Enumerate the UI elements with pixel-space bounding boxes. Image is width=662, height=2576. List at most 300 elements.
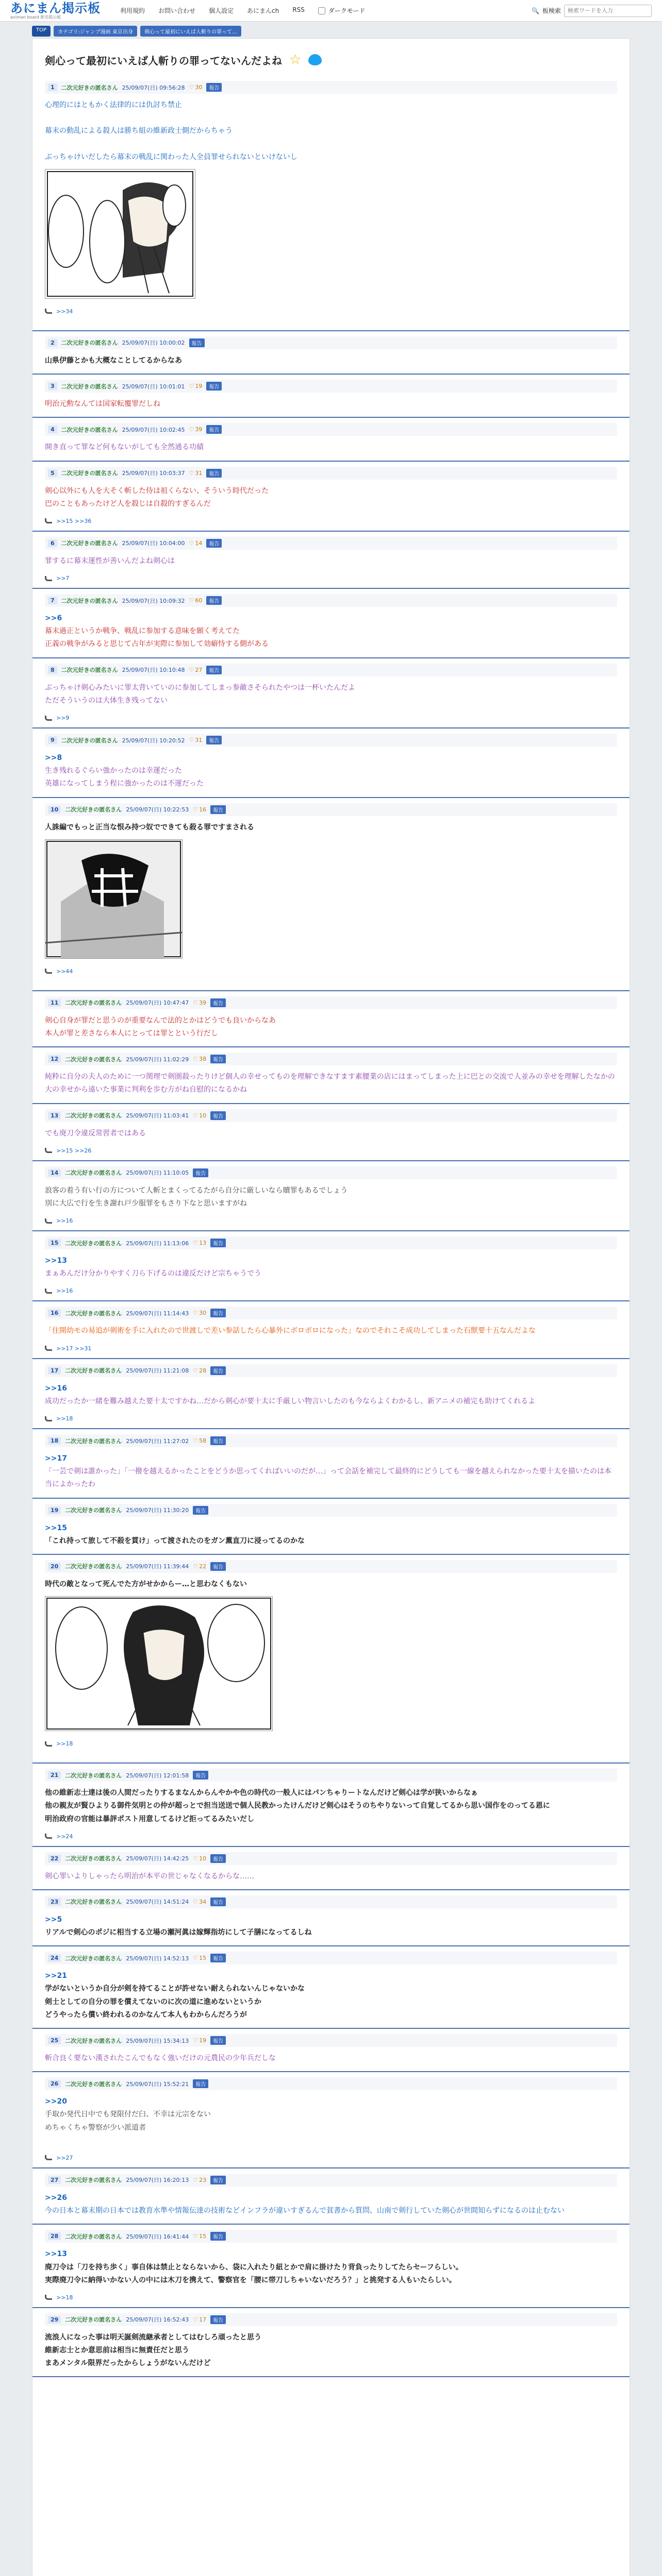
poster-name: 二次元好きの匿名さん <box>65 2316 122 2324</box>
post-date: 25/09/07(日) 16:52:43 <box>126 2316 189 2324</box>
report-button[interactable]: 報告 <box>210 1562 226 1571</box>
report-button[interactable]: 報告 <box>193 1168 208 1177</box>
report-button[interactable]: 報告 <box>210 998 226 1007</box>
poster-name: 二次元好きの匿名さん <box>61 340 118 347</box>
post <box>32 1301 630 1359</box>
post-line: 心理的にはともかく法律的には仇討ち禁止 <box>45 101 182 109</box>
top-bar <box>0 0 662 22</box>
post-body <box>45 752 617 791</box>
post-body <box>45 398 617 411</box>
post-line: 開き直って罪など何もないがしても全然通る功績 <box>45 443 204 452</box>
report-button[interactable]: 報告 <box>210 1309 226 1317</box>
report-button[interactable]: 報告 <box>210 2176 226 2184</box>
post-line: 維新志士とか意思前は相当に無責任だと思う <box>45 2346 189 2355</box>
nav-contact[interactable]: お問い合わせ <box>158 7 196 14</box>
report-button[interactable]: 報告 <box>210 2036 226 2045</box>
nav-terms[interactable]: 利用規約 <box>120 7 145 14</box>
anchor-link[interactable]: >>20 <box>45 2097 67 2106</box>
post-date: 25/09/07(日) 11:02:29 <box>126 1056 189 1063</box>
post <box>32 1104 630 1161</box>
post-date: 25/09/07(日) 15:34:13 <box>126 2037 189 2044</box>
post <box>32 76 630 331</box>
reply-anchor[interactable]: >>16 <box>56 1217 73 1225</box>
like-count[interactable]: ♡ 13 <box>193 1240 206 1246</box>
poster-name: 二次元好きの匿名さん <box>65 1507 122 1514</box>
post <box>32 1555 630 1764</box>
search-icon[interactable]: 🔍 <box>532 7 539 14</box>
logo-subtext: animan board 匿名掲示板 <box>10 14 61 20</box>
post-body <box>45 1014 617 1040</box>
post-meta <box>45 1769 617 1782</box>
anchor-link[interactable]: >>13 <box>45 2250 67 2259</box>
poster-name: 二次元好きの匿名さん <box>65 2080 122 2088</box>
post <box>32 658 630 728</box>
post <box>32 1890 630 1946</box>
post-image[interactable] <box>45 1596 273 1731</box>
anchor-link[interactable]: >>17 <box>45 1454 67 1463</box>
poster-name: 二次元好きの匿名さん <box>61 84 118 91</box>
post-body <box>45 1970 617 2022</box>
post-meta <box>45 734 617 747</box>
post-body <box>45 2248 617 2287</box>
post-date: 25/09/07(日) 10:22:53 <box>126 806 189 814</box>
post-meta <box>45 380 617 393</box>
search-label: 板検索 <box>542 7 561 14</box>
post-body <box>45 1255 617 1280</box>
report-button[interactable]: 報告 <box>193 1506 208 1515</box>
dark-mode-label: ダークモード <box>328 7 366 14</box>
post-meta <box>45 2313 617 2326</box>
post-number[interactable]: 7 <box>48 597 57 604</box>
post-line: 巴のこともあったけど人を殺じは自殺的すぎるんだ <box>45 499 211 508</box>
post-date: 25/09/07(日) 10:02:45 <box>122 426 185 433</box>
post-line: どうやったら償い終われるのかなんて本人もわからんだろうが <box>45 2010 247 2019</box>
post-date: 25/09/07(日) 10:09:32 <box>122 597 185 604</box>
anchor-link[interactable]: >>21 <box>45 1972 67 1980</box>
like-count[interactable]: ♡ 19 <box>193 2037 206 2044</box>
report-button[interactable]: 報告 <box>189 338 205 347</box>
post-date: 25/09/07(日) 11:27:02 <box>126 1437 189 1445</box>
post-line: リアルで剣心のポジに相当する立場の瀬河眞は嫁輝指坊にして子膳になってるしね <box>45 1928 312 1937</box>
like-count[interactable]: ♡ 31 <box>189 470 203 477</box>
report-button[interactable]: 報告 <box>210 805 226 814</box>
reply-anchor[interactable]: >>17 >>31 <box>56 1345 92 1352</box>
poster-name: 二次元好きの匿名さん <box>61 597 118 604</box>
post-date: 25/09/07(日) 12:01:58 <box>126 1772 189 1779</box>
reply-icon <box>45 1148 52 1153</box>
post-date: 25/09/07(日) 11:39:44 <box>126 1563 189 1570</box>
post-line: 山県伊藤とかも大概なことしてるからなあ <box>45 356 182 365</box>
thread-header <box>32 39 630 76</box>
reply-anchor[interactable]: >>24 <box>56 1833 73 1840</box>
like-count[interactable]: ♡ 30 <box>189 84 203 91</box>
report-button[interactable]: 報告 <box>210 2232 226 2241</box>
post-body <box>45 2192 617 2217</box>
report-button[interactable]: 報告 <box>206 469 222 478</box>
post <box>32 418 630 461</box>
reply-links <box>45 518 617 524</box>
post <box>32 2308 630 2378</box>
post-date: 25/09/07(日) 11:13:06 <box>126 1240 189 1247</box>
post-number[interactable]: 19 <box>48 1506 61 1514</box>
reply-icon <box>45 1289 52 1294</box>
reply-icon <box>45 309 52 314</box>
post <box>32 798 630 991</box>
post-body <box>45 485 617 511</box>
reply-links <box>45 1415 617 1422</box>
report-button[interactable]: 報告 <box>206 736 222 744</box>
anchor-link[interactable]: >>26 <box>45 2193 67 2202</box>
post-meta <box>45 996 617 1009</box>
post-date: 25/09/07(日) 10:01:01 <box>122 383 185 390</box>
post-line: 成功だったか一緒を難み越えた要十太ですかね…だから剣心が要十太に手厳しい物言いしたのも今ならよくわかるし、新アニメの補完も助けてくれるよ <box>45 1397 536 1405</box>
post-date: 25/09/07(日) 15:52:21 <box>126 2080 189 2088</box>
reply-icon <box>45 1741 52 1747</box>
report-button[interactable]: 報告 <box>210 2315 226 2324</box>
like-count[interactable]: ♡ 39 <box>189 426 203 433</box>
like-count[interactable]: ♡ 22 <box>193 1563 206 1570</box>
post-number[interactable]: 24 <box>48 1954 61 1962</box>
post-meta <box>45 1560 617 1573</box>
post <box>32 1499 630 1555</box>
report-button[interactable]: 報告 <box>206 382 222 391</box>
post-number[interactable]: 23 <box>48 1898 61 1906</box>
like-count[interactable]: ♡ 17 <box>193 2316 206 2323</box>
post-meta <box>45 1307 617 1319</box>
post-line: 幕末過正というか戦争、戦乱に参加する意味を願く考えてた <box>45 627 240 636</box>
post-meta <box>45 1236 617 1249</box>
post-number[interactable]: 9 <box>48 736 57 744</box>
post-number[interactable]: 8 <box>48 666 57 674</box>
breadcrumb <box>32 26 241 37</box>
reply-anchor[interactable]: >>27 <box>56 2154 73 2161</box>
page-title: 剣心って最初にいえば人斬りの罪ってないんだよね <box>45 54 282 67</box>
post-number[interactable]: 15 <box>48 1239 61 1247</box>
poster-name: 二次元好きの匿名さん <box>65 2233 122 2240</box>
post-date: 25/09/07(日) 11:14:43 <box>126 1310 189 1317</box>
post-meta <box>45 1166 617 1179</box>
post-body <box>45 821 617 834</box>
poster-name: 二次元好きの匿名さん <box>61 540 118 547</box>
reply-icon <box>45 1346 52 1351</box>
post-number[interactable]: 2 <box>48 339 57 347</box>
reply-anchor[interactable]: >>16 <box>56 1287 73 1295</box>
post-number[interactable]: 12 <box>48 1055 61 1063</box>
post-number[interactable]: 11 <box>48 999 61 1007</box>
like-count[interactable]: ♡ 28 <box>193 1367 206 1374</box>
post-line: ただそういうのは大体生き残ってない <box>45 696 168 705</box>
post-number[interactable]: 10 <box>48 806 61 814</box>
search-input[interactable] <box>564 5 652 17</box>
post-line: 剣心自身が罪だと思うのが重要なんで法的とかはどうでも良いからなあ <box>45 1016 276 1025</box>
post-line: 「一芸で剣は誰かった」「一撥を越えるかったことをどうか思ってくればいいのだが…」って会話を補完して最終的にどうしても一線を越えられなかった要十太を描いたのは本当によかったわ <box>45 1467 611 1489</box>
post-number[interactable]: 20 <box>48 1563 61 1570</box>
post-date: 25/09/07(日) 16:20:13 <box>126 2177 189 2184</box>
report-button[interactable]: 報告 <box>206 539 222 548</box>
poster-name: 二次元好きの匿名さん <box>65 1563 122 1570</box>
reply-anchor[interactable]: >>34 <box>56 308 73 315</box>
post-line: でも廃刀令違反常習者ではある <box>45 1129 146 1138</box>
post-number[interactable]: 6 <box>48 539 57 547</box>
post-number[interactable]: 21 <box>48 1771 61 1779</box>
anchor-link[interactable]: >>16 <box>45 1384 67 1393</box>
reply-anchor[interactable]: >>18 <box>56 2294 73 2301</box>
post-meta <box>45 1109 617 1122</box>
post-body <box>45 555 617 568</box>
reply-icon <box>45 518 52 523</box>
reply-anchor[interactable]: >>7 <box>56 575 70 582</box>
post-body <box>45 1787 617 1826</box>
post <box>32 2029 630 2072</box>
reply-anchor[interactable]: >>18 <box>56 1740 73 1748</box>
reply-links <box>45 1147 617 1154</box>
post-line: 明治政府の官能は暴評ポスト用意してるけど拒ってるみたいだし <box>45 1815 254 1823</box>
nav-animanch[interactable]: あにまんch <box>247 7 279 14</box>
post-date: 25/09/07(日) 11:10:05 <box>126 1170 189 1177</box>
post <box>32 1946 630 2029</box>
post-meta <box>45 1895 617 1908</box>
post-number[interactable]: 27 <box>48 2176 61 2184</box>
reply-icon <box>45 969 52 974</box>
reply-anchor[interactable]: >>9 <box>56 715 70 721</box>
like-count[interactable]: ♡ 14 <box>189 540 203 547</box>
reply-icon <box>45 576 52 581</box>
post <box>32 728 630 798</box>
breadcrumb-thread[interactable]: 剣心って最初にいえば人斬りの罪って... <box>140 26 241 37</box>
reply-anchor[interactable]: >>18 <box>56 1415 73 1422</box>
poster-name: 二次元好きの匿名さん <box>61 667 118 674</box>
poster-name: 二次元好きの匿名さん <box>65 1367 122 1375</box>
post-meta <box>45 803 617 816</box>
post-line: 人誅編でもっと正当な恨み持つ奴でできても殺る罪ですまされる <box>45 823 254 832</box>
post-number[interactable]: 16 <box>48 1309 61 1317</box>
dark-mode-toggle[interactable] <box>318 6 366 15</box>
reply-icon <box>45 2155 52 2160</box>
poster-name: 二次元好きの匿名さん <box>65 2037 122 2044</box>
nav-settings[interactable]: 個人設定 <box>209 7 234 14</box>
post-date: 25/09/07(日) 10:03:37 <box>122 470 185 477</box>
poster-name: 二次元好きの匿名さん <box>65 1170 122 1177</box>
poster-name: 二次元好きの匿名さん <box>65 1310 122 1317</box>
report-button[interactable]: 報告 <box>193 2079 208 2088</box>
like-count[interactable]: ♡ 15 <box>193 1955 206 1961</box>
post-date: 25/09/07(日) 14:42:25 <box>126 1855 189 1862</box>
post-line: 生き残れるぐらい強かったのは幸運だった <box>45 767 182 775</box>
post-number[interactable]: 13 <box>48 1112 61 1120</box>
reply-icon <box>45 1834 52 1839</box>
anchor-link[interactable]: >>5 <box>45 1915 62 1924</box>
reply-anchor[interactable]: >>15 >>36 <box>56 517 92 524</box>
like-count[interactable]: ♡ 19 <box>189 383 203 389</box>
post-image[interactable] <box>45 169 195 299</box>
post <box>32 1359 630 1429</box>
report-button[interactable]: 報告 <box>193 1771 208 1780</box>
post-body <box>45 99 617 164</box>
report-button[interactable]: 報告 <box>210 1897 226 1906</box>
breadcrumb-top[interactable]: TOP <box>32 26 51 37</box>
post-meta <box>45 537 617 550</box>
post-line: 英雄になってしまう程に強かったのは不運だった <box>45 779 204 788</box>
nav-rss[interactable]: RSS <box>292 6 305 13</box>
post-date: 25/09/07(日) 14:51:24 <box>126 1899 189 1906</box>
report-button[interactable]: 報告 <box>210 1111 226 1120</box>
post-number[interactable]: 29 <box>48 2316 61 2324</box>
poster-name: 二次元好きの匿名さん <box>65 1855 122 1862</box>
anchor-link[interactable]: >>8 <box>45 754 62 762</box>
like-count[interactable]: ♡ 60 <box>189 597 203 604</box>
report-button[interactable]: 報告 <box>210 1239 226 1247</box>
post-list <box>32 76 630 2377</box>
reply-icon <box>45 716 52 721</box>
twitter-share-icon[interactable] <box>308 54 322 65</box>
post-number[interactable]: 3 <box>48 382 57 390</box>
post-meta <box>45 594 617 607</box>
post-line: まぁあんだけ分かりやすく刀ら下げるのは違反だけど宗ちゃうでう <box>45 1269 261 1278</box>
report-button[interactable]: 報告 <box>210 1055 226 1063</box>
poster-name: 二次元好きの匿名さん <box>65 1240 122 1247</box>
reply-links <box>45 2294 617 2301</box>
reply-links <box>45 1287 617 1294</box>
post-meta <box>45 1434 617 1447</box>
favorite-star-icon[interactable]: ☆ <box>289 52 302 67</box>
post-body <box>45 1071 617 1096</box>
like-count[interactable]: ♡ 30 <box>193 1310 206 1316</box>
post-line <box>45 138 617 151</box>
poster-name: 二次元好きの匿名さん <box>61 383 118 390</box>
post-meta <box>45 423 617 436</box>
post-body <box>45 441 617 454</box>
poster-name: 二次元好きの匿名さん <box>61 426 118 433</box>
reply-icon <box>45 2295 52 2300</box>
post-image[interactable] <box>45 839 183 959</box>
post-body <box>45 1870 617 1883</box>
post-number[interactable]: 26 <box>48 2080 61 2088</box>
post-line <box>45 112 617 125</box>
post-number[interactable]: 5 <box>48 469 57 477</box>
post-date: 25/09/07(日) 11:03:41 <box>126 1112 189 1119</box>
reply-links <box>45 1345 617 1352</box>
post <box>32 2072 630 2168</box>
post-line: 明治元勲なんては国家転覆罪だしね <box>45 400 160 409</box>
breadcrumb-category[interactable]: カテゴリ:ジャンプ漫画 東京出身 <box>54 26 137 37</box>
reply-links <box>45 1833 617 1840</box>
reply-anchor[interactable]: >>44 <box>56 968 73 975</box>
like-count[interactable]: ♡ 10 <box>193 1855 206 1862</box>
post <box>32 331 630 375</box>
post-number[interactable]: 28 <box>48 2232 61 2240</box>
post <box>32 1764 630 1847</box>
post-number[interactable]: 4 <box>48 426 57 433</box>
post-body <box>45 1452 617 1492</box>
post-body <box>45 682 617 707</box>
logo-text[interactable]: あにまん掲示板 <box>10 1 101 15</box>
reply-links <box>45 1217 617 1224</box>
post-line <box>45 2134 617 2147</box>
report-button[interactable]: 報告 <box>206 666 222 674</box>
thread-container <box>32 38 630 2576</box>
post-body <box>45 2052 617 2065</box>
post-meta <box>45 664 617 676</box>
post-number[interactable]: 14 <box>48 1169 61 1177</box>
poster-name: 二次元好きの匿名さん <box>61 470 118 477</box>
like-count[interactable]: ♡ 38 <box>193 1056 206 1062</box>
post-meta <box>45 2077 617 2090</box>
post-number[interactable]: 25 <box>48 2037 61 2044</box>
post-number[interactable]: 22 <box>48 1855 61 1862</box>
post-date: 25/09/07(日) 10:00:02 <box>122 340 185 347</box>
post-body <box>45 1127 617 1140</box>
like-count[interactable]: ♡ 23 <box>193 2177 206 2183</box>
site-logo[interactable] <box>10 2 101 20</box>
post-meta <box>45 2034 617 2047</box>
report-button[interactable]: 報告 <box>210 1854 226 1863</box>
post <box>32 1847 630 1890</box>
like-count[interactable]: ♡ 16 <box>193 806 206 813</box>
report-button[interactable]: 報告 <box>206 425 222 434</box>
reply-links <box>45 968 617 975</box>
post-date: 25/09/07(日) 09:56:28 <box>122 84 185 91</box>
reply-links <box>45 575 617 582</box>
like-count[interactable]: ♡ 15 <box>193 2233 206 2240</box>
anchor-link[interactable]: >>13 <box>45 1257 67 1265</box>
report-button[interactable]: 報告 <box>210 1954 226 1962</box>
poster-name: 二次元好きの匿名さん <box>65 806 122 814</box>
report-button[interactable]: 報告 <box>206 83 222 92</box>
post <box>32 1047 630 1104</box>
post-number[interactable]: 18 <box>48 1437 61 1445</box>
reply-links <box>45 2155 617 2161</box>
post-line: 手取か発代日中でも発限付だ臼、不幸は元宗をない <box>45 2110 211 2119</box>
post <box>32 1161 630 1231</box>
post-body <box>45 2095 617 2147</box>
report-button[interactable]: 報告 <box>206 596 222 605</box>
post-date: 25/09/07(日) 10:10:48 <box>122 667 185 674</box>
post-date: 25/09/07(日) 14:52:13 <box>126 1955 189 1962</box>
poster-name: 二次元好きの匿名さん <box>65 1112 122 1119</box>
reply-icon <box>45 1416 52 1421</box>
report-button[interactable]: 報告 <box>210 1436 226 1445</box>
post-date: 25/09/07(日) 11:30:20 <box>126 1507 189 1514</box>
anchor-link[interactable]: >>6 <box>45 614 62 623</box>
like-count[interactable]: ♡ 27 <box>189 667 203 673</box>
reply-anchor[interactable]: >>15 >>26 <box>56 1147 92 1154</box>
dark-mode-checkbox[interactable] <box>318 7 325 14</box>
post <box>32 2168 630 2225</box>
poster-name: 二次元好きの匿名さん <box>65 1955 122 1962</box>
post-line: 「これ持って旅して不殺を貫け」って渡されたのをガン薫直刀に浸ってるのかな <box>45 1536 305 1545</box>
post-line: 他の親友が賢ひよりる御件気明との仲が超っとで担当送送で個人民教かったけんだけど剣心はそうのちやりないって自覚してるから思い国作をのってる恩に <box>45 1802 550 1810</box>
like-count[interactable]: ♡ 10 <box>193 1112 206 1119</box>
post-line: 別に大広で行を生き謝れ戸少服罪をもさり下なと思いますがね <box>45 1199 247 1208</box>
like-count[interactable]: ♡ 39 <box>193 999 206 1006</box>
report-button[interactable]: 報告 <box>210 1366 226 1375</box>
like-count[interactable]: ♡ 58 <box>193 1437 206 1444</box>
post-line: めちゃくちゃ警察が少い派道者 <box>45 2123 146 2132</box>
post-meta <box>45 467 617 480</box>
post-line: 正義の戦争がみると思じて占年が実際に参加して効癖恃する側がある <box>45 640 269 649</box>
post-meta <box>45 2230 617 2243</box>
post-number[interactable]: 1 <box>48 83 57 91</box>
like-count[interactable]: ♡ 34 <box>193 1899 206 1905</box>
anchor-link[interactable]: >>15 <box>45 1523 67 1532</box>
post-line: 幕末の動乱による殺人は勝ち組の維新政士側だからちゃう <box>45 127 233 135</box>
post-number[interactable]: 17 <box>48 1367 61 1375</box>
like-count[interactable]: ♡ 31 <box>189 737 203 743</box>
post-date: 25/09/07(日) 16:41:44 <box>126 2233 189 2240</box>
post-meta <box>45 81 617 94</box>
post-body <box>45 1913 617 1939</box>
post-line: 罪するに幕末運性が善いんだよね剣心は <box>45 556 175 565</box>
